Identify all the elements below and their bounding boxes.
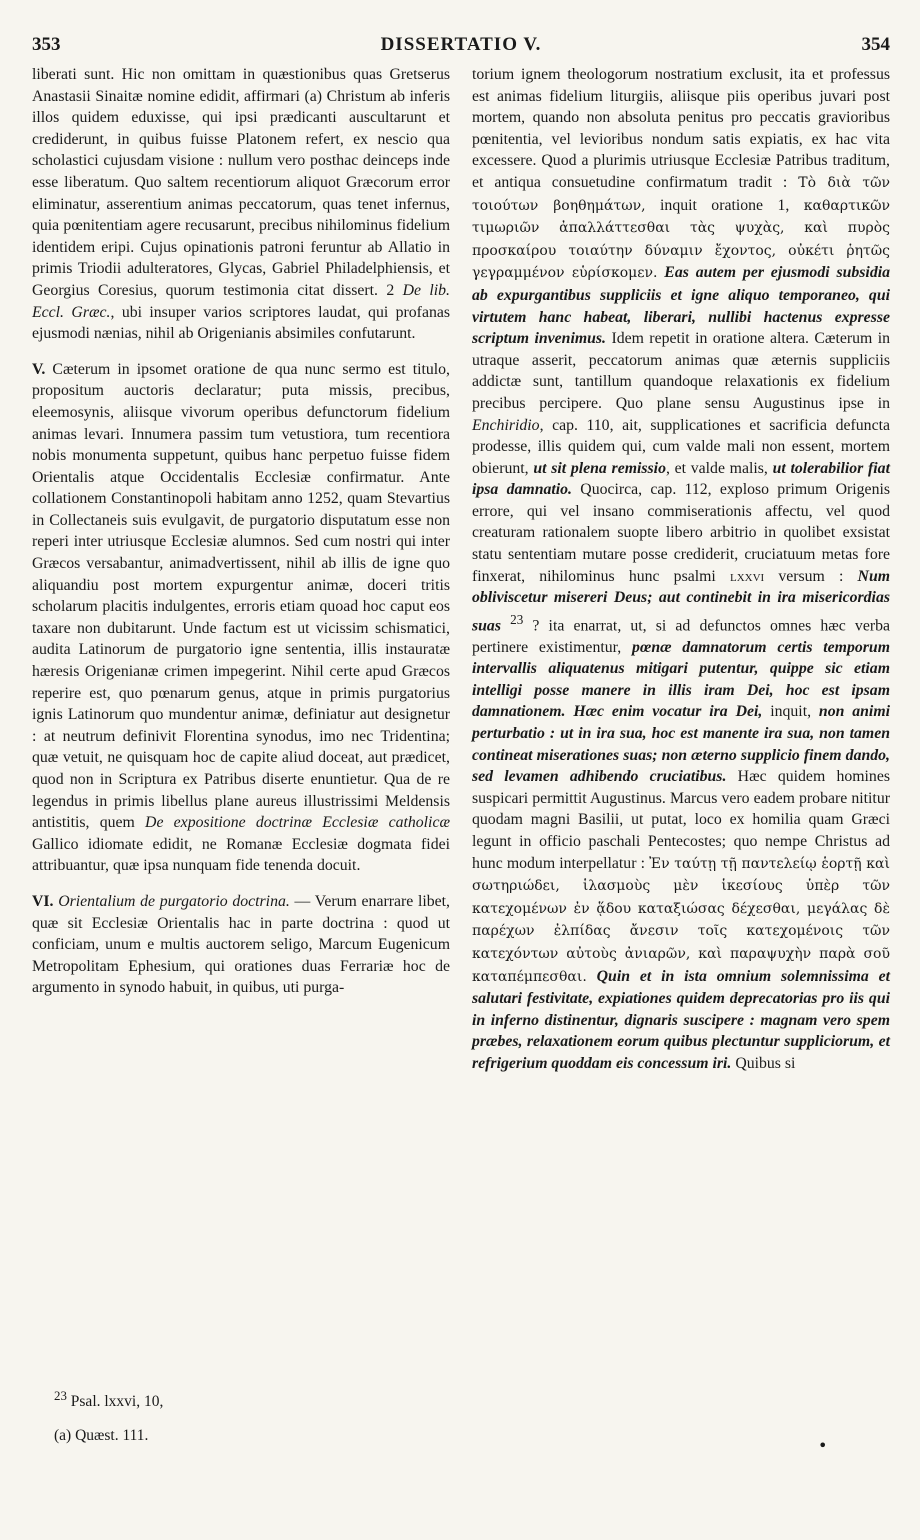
- right-column: [472, 64, 890, 1075]
- greek-quote: Ἐν ταύτῃ τῇ παντελείῳ ἑορτῇ καὶ σωτηριώδει, ἱλασμοὺς μὲν ἱκεσίους ὑπὲρ τῶν κατεχομένων ἐν ᾅδου καταξιώσας δέχεσθαι, μεγάλας δὲ παρέχων ἐλπίδας ἄνεσιν τοῖς κατεχομένοις τῶν κατεχόντων αὐτοὺς ἀνιαρῶν, καὶ παραψυχὴν παρὰ σοῦ καταπέμπεσθαι.: [472, 855, 891, 985]
- paragraph: liberati sunt. Hic non omittam in quæstionibus quas Gretserus Anastasii Sinaitæ nomine edidit, affirmari (a) Christum ab inferis illos quidem eduxisse, qui ipsi prædicanti auscultarunt et crediderunt, in quibus fuisse Platonem refert, ex nescio qua scholastici cujusdam visione : nullum vero posthac deinceps inde esse liberatum. Quo saltem recentiorum aliquot Græcorum error eliminatur, asserentium animas peccatorum, quas tenet infernus, quia pœnitentiam agere recusarunt, precibus nihilominus fidelium identidem eripi. Cujus opinationis patroni feruntur ab Allatio in primis Triodii adulteratores, Glycas, Gabriel Philadelphiensis, et Georgius Coresius, quorum testimonia citat dissert. 2 De lib. Eccl. Græc., ubi insuper varios scriptores laudat, qui profanas ejusmodi nænias, nihil ab Origenianis absimiles confutarunt.: [32, 66, 451, 343]
- section-number: V.: [32, 360, 46, 378]
- latin-translation: Eas autem per ejusmodi subsidia ab expurgantibus suppliciis et igne aliquo temporaneo, qui virtutem hanc habeat, liberari, nullibi hactenus expresse scriptum invenimus.: [472, 264, 891, 348]
- section-vi: VI. Orientalium de purgatorio doctrina. — Verum enarrare libet, quæ sit Ecclesiæ Orientalis hac in parte doctrina : quod ut conficiam, unum e multis auctorem seligo, Marcum Eugenicum Metropolitam Ephesium, qui orationes duas Ferrariæ hoc de argumento in synodo habuit, in quibus, uti purga-: [32, 892, 450, 997]
- page-number-left: 353: [32, 34, 61, 55]
- latin-translation: Quin et in ista omnium solemnissima et salutari festivitate, expiationes quidem deprecatorias pro iis qui in inferno distinentur, dignaris suscipere : magnam vero spem præbes, relaxationem eorum quibus plectuntur suppliciorum, et refrigerium quoddam eis concessum iri.: [472, 967, 891, 1072]
- footnote: $^{23}$ Psal. lxxvi, 10,: [54, 1388, 164, 1411]
- footnotes: [54, 1388, 434, 1461]
- paragraph: torium ignem theologorum nostratium exclusit, ita et professus est animas fidelium liturgiis, aliisque piis operibus juvari post mortem, quando non absoluta penitus pro peccatis gravioribus pœnitentia, vel levioribus nondum satis expiatis, ex hac vita excessere. Quod a plurimis utriusque Ecclesiæ Patribus traditum, et antiqua consuetudine confirmatum tradit : Τὸ διὰ τῶν τοιούτων βοηθημάτων, inquit oratione 1, καθαρτικῶν τιμωριῶν ἀπαλλάττεσθαι τὰς ψυχὰς, καὶ πυρὸς προσκαίρου τοιαύτην δύναμιν ἔχοντος, οὐκέτι ῥητῶς γεγραμμένον εὑρίσκομεν. Eas autem per ejusmodi subsidia ab expurgantibus suppliciis et igne aliquo temporaneo, qui virtutem hanc habeat, liberari, nullibi hactenus expresse scriptum invenimus. Idem repetit in oratione altera. Cæterum in utraque asserit, peccatorum animas quæ æternis suppliciis addictæ sunt, tantillum quandoque relaxationis ex fidelium precibus percipere. Quo plane sensu Augustinus ipse in Enchiridio, cap. 110, ait, supplicationes et sacrificia defuncta prodesse, illis quidem qui, cum valde mali non essent, mortem obierunt, ut sit plena remissio, et valde malis, ut tolerabilior fiat ipsa damnatio. Quocirca, cap. 112, exploso primum Origenis errore, qui vel insano commiserationis affectu, vel quod creaturam rationalem suopte libero arbitrio in quolibet exsistat statu sententiam mutare posse crediderit, cruciatuum metas fore finxerat, nihilominus hunc psalmi lxxvi versum : Num obliviscetur misereri Deus; aut continebit in ira misericordias suas $^{23}$ ? ita enarrat, ut, si ad defunctos omnes hæc verba pertinere existimentur, pœnæ damnatorum certis temporum intervallis aliquatenus mitigari putentur, quippe sic etiam intelligi posse manere in illis iram Dei, hoc est ipsam damnationem. Hæc enim vocatur ira Dei, inquit, non animi perturbatio : ut in ira sua, hoc est manente ira sua, non tamen contineat miserationes suas; non æterno supplicio finem dando, sed levamen adhibendo cruciatibus. Hæc quidem homines suspicari permittit Augustinus. Marcus vero eadem probare nititur quodam magni Basilii, ut putat, loco ex homilia quam Græci legunt in officio paschali Pentecostes; quo nempe Christus ad hunc modum interpellatur : Ἐν ταύτῃ τῇ παντελείῳ ἑορτῇ καὶ σωτηριώδει, ἱλασμοὺς μὲν ἱκεσίους ὑπὲρ τῶν κατεχομένων ἐν ᾅδου καταξιώσας δέχεσθαι, μεγάλας δὲ παρέχων ἐλπίδας ἄνεσιν τοῖς κατεχομένοις τῶν κατεχόντων αὐτοὺς ἀνιαρῶν, καὶ παραψυχὴν παρὰ σοῦ καταπέμπεσθαι. Quin et in ista omnium solemnissima et salutari festivitate, expiationes quidem deprecatorias pro iis qui in inferno distinentur, dignaris suscipere : magnam vero spem præbes, relaxationem eorum quibus plectuntur suppliciorum, et refrigerium quoddam eis concessum iri. Quibus si: [472, 66, 891, 1072]
- section-v: V. Cæterum in ipsomet oratione de qua nunc sermo est titulo, propositum auctoris declaratur; puta missis, precibus, eleemosynis, aliisque vivorum operibus defunctorum fidelium animas levari. Innumera passim tum vetustiora, tum recentiora nobis monumenta suppetunt, quibus hanc perpetuo fuisse fidem Orientalis atque Occidentalis Ecclesiæ confirmatur. Ante collationem Constantinopoli habitam anno 1252, quam Stevartius in Collectaneis suis evulgavit, de purgatorio disputatum esse non reperi inter utriusque Ecclesiæ alumnos. Sed cum nostri qui inter Græcos versabantur, animadvertissent, nihil ab illis de igne quo aliquandiu post mortem expurgentur animæ, doceri tritis scholarum placitis indulgentes, erroris etiam quoad hoc caput eos taxare non dubitarunt. Unde factum est ut vicissim schismatici, audita Latinorum de purgatorio igne sententia, illis instauratæ hæresis Origenianæ crimen impegerint. Nihil certe apud Græcos reperire est, quo pœnarum genus, atque in primis purgatorius ignis Latinorum quo mundentur animæ, definiatur aut designetur : at neutrum definivit Florentina synodus, imo nec Tridentina; quæ vetuit, ne quisquam hoc de capite aliud doceat, aut prædicet, quod non in Scriptura ex Patribus diserte enuntietur. Qua de re legendus in primis libellus plane aureus illustrissimi Meldensis antistitis, quem De expositione doctrinæ Ecclesiæ catholicæ Gallico idiomate edidit, ne Romanæ Ecclesiæ dogmata fidei attribuantur, quæ ipsa nunquam fide tenenda docuit.: [32, 360, 450, 875]
- footnote: (a) Quæst. 111.: [54, 1427, 149, 1445]
- greek-quote: Τὸ διὰ τῶν τοιούτων βοηθημάτων,: [472, 174, 890, 214]
- left-column: [32, 64, 450, 999]
- printer-mark: •: [818, 1436, 828, 1455]
- running-header: [32, 34, 890, 60]
- section-number: VI.: [32, 892, 54, 910]
- footnote-ref: 23: [510, 611, 524, 627]
- greek-quote: καθαρτικῶν τιμωριῶν ἀπαλλάττεσθαι τὰς ψυχὰς, καὶ πυρὸς προσκαίρου τοιαύτην δύναμιν ἔχοντος, οὐκέτι ῥητῶς γεγραμμένον εὑρίσκομεν.: [472, 197, 890, 282]
- page-number-right: 354: [861, 34, 890, 55]
- section-heading: Orientalium de purgatorio doctrina.: [58, 892, 290, 910]
- running-title: DISSERTATIO V.: [380, 34, 542, 55]
